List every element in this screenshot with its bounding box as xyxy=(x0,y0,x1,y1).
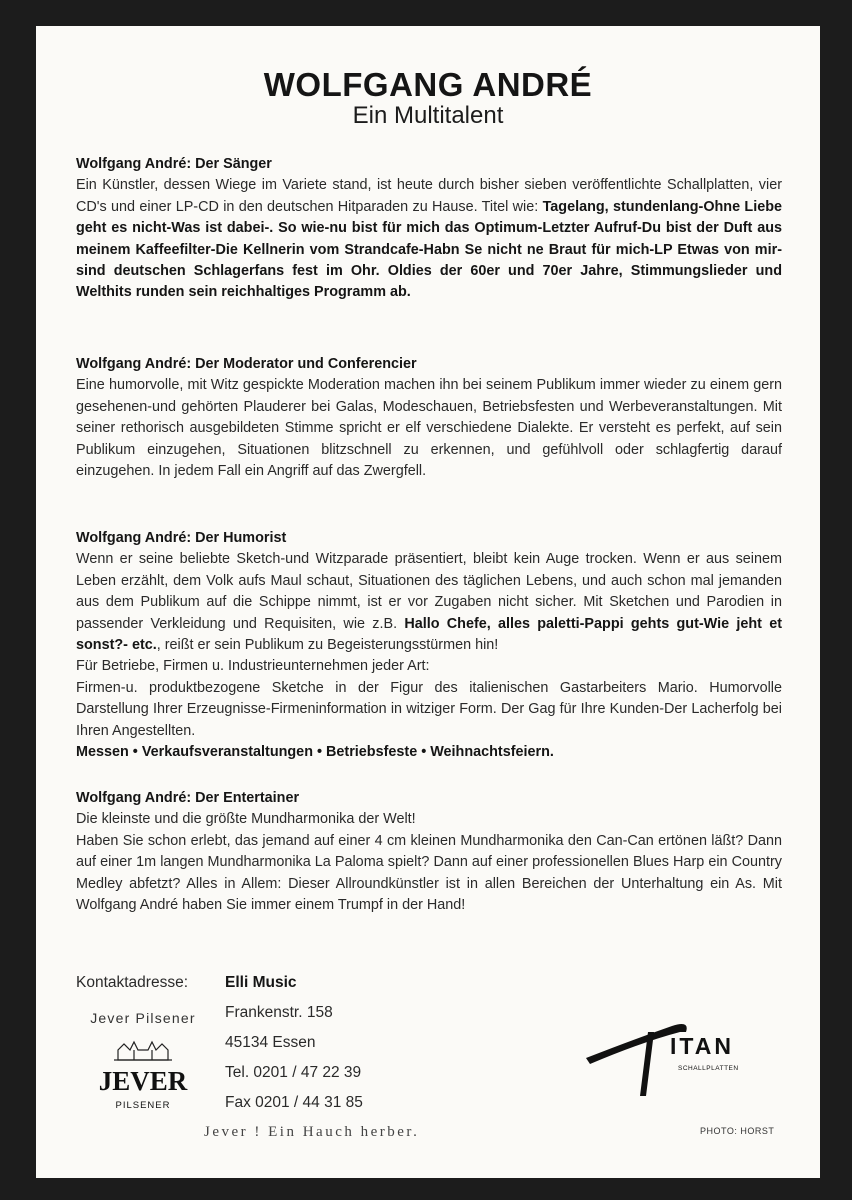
section-heading: Wolfgang André: Der Sänger xyxy=(76,156,272,172)
section-body xyxy=(76,175,782,303)
contact-fax: Fax 0201 / 44 31 85 xyxy=(225,1094,363,1111)
event-types: Messen • Verkaufsveranstaltungen • Betriebsfeste • Weihnachtsfeiern. xyxy=(76,744,554,761)
section-humorist xyxy=(76,528,782,763)
section-body: Eine humorvolle, mit Witz gespickte Moderation machen ihn bei seinem Publikum immer wieder zu einem gern gesehenen-und gehörten Plauderer bei Galas, Modeschauen, Betriebsfesten und Werbeveranstaltungen. Mit seiner rethorisch ausgebildeten Stimme spricht er elf verschiedene Dialekte. Er versteht es perfekt, auf sein Publikum einzugehen, Situationen blitzschnell zu erkennen, und gefühlvoll oder schlagfertig darauf einzugehen. In jedem Fall ein Angriff auf das Zwergfell. xyxy=(76,377,782,480)
section-heading: Wolfgang André: Der Entertainer xyxy=(76,790,300,806)
section-body xyxy=(76,549,782,656)
label-sub: SCHALLPLATTEN xyxy=(678,1065,739,1072)
body-text: Ein Künstler, dessen Wiege im Variete stand, ist heute durch bisher sieben veröffentlichte Schallplatten, vier CD's und einer LP-CD in den deutschen Hitparaden zu Hause. Titel wie: xyxy=(76,177,782,215)
body-text: Wenn er seine beliebte Sketch-und Witzparade präsentiert, bleibt kein Auge trocken. Wenn er aus seinem Leben erzählt, dem Volk aufs Maul schaut, Situationen des täglichen Lebens, und auch schon mal jemanden aus dem Publikum auf die Schippe nimmt, ist er vor Zugaben nicht sicher. Mit Sketchen und Parodien in passender Verkleidung und Requisiten, wie z.B. xyxy=(76,551,782,632)
sponsor-slogan: Jever ! Ein Hauch herber. xyxy=(204,1124,420,1140)
logo-sub: PILSENER xyxy=(115,1100,171,1111)
section-line: Firmen-u. produktbezogene Sketche in der Figur des italienischen Gastarbeiters Mario. Humorvolle Darstellung Ihrer Erzeugnisse-Firmeninformation in witziger Form. Der Gag für Ihre Kunden-Der Lacherfolg bei Ihren Angestellten. xyxy=(76,679,782,739)
photo-credit: PHOTO: HORST xyxy=(700,1126,775,1136)
section-line: Die kleinste und die größte Mundharmonika der Welt! xyxy=(76,811,416,828)
section-saenger xyxy=(76,154,782,304)
section-line: Für Betriebe, Firmen u. Industrieunternehmen jeder Art: xyxy=(76,658,430,675)
page-subtitle: Ein Multitalent xyxy=(352,102,504,129)
flyer-card xyxy=(36,26,820,1178)
contact-phone: Tel. 0201 / 47 22 39 xyxy=(225,1064,362,1081)
section-body: Haben Sie schon erlebt, das jemand auf einer 4 cm kleinen Mundharmonika den Can-Can ertönen läßt? Dann auf einer 1m langen Mundharmonika La Paloma spielt? Dann auf einer professionellen Blues Harp ein Country Medley abfetzt? Alles in Allem: Dieser Allroundkünstler ist in allen Bereichen der Unterhaltung ein As. Mit Wolfgang André haben Sie immer einem Trumpf in der Hand! xyxy=(76,832,782,914)
label-name: ITAN xyxy=(670,1033,734,1059)
jever-logo xyxy=(90,1030,196,1118)
section-heading: Wolfgang André: Der Humorist xyxy=(76,530,287,546)
contact-street: Frankenstr. 158 xyxy=(225,1004,333,1021)
contact-name: Elli Music xyxy=(225,974,297,991)
page-title: WOLFGANG ANDRÉ xyxy=(263,66,593,103)
sponsor-name: Jever Pilsener xyxy=(90,1010,196,1026)
section-heading: Wolfgang André: Der Moderator und Conferencier xyxy=(76,356,417,372)
section-entertainer xyxy=(76,788,782,916)
section-moderator xyxy=(76,354,782,482)
contact-label: Kontaktadresse: xyxy=(76,974,189,991)
sketch-titles: Hallo Chefe, alles paletti-Pappi gehts gut-Wie jeht et sonst?- etc. xyxy=(76,615,783,654)
body-text: , reißt er sein Publikum zu Begeisterungsstürmen hin! xyxy=(156,637,499,654)
titan-logo xyxy=(582,998,762,1098)
song-titles: Tagelang, stundenlang-Ohne Liebe geht es nicht-Was ist dabei-. So wie-nu bist für mich das Optimum-Letzter Aufruf-Du bist der Duft aus meinem Kaffeefilter-Die Kellnerin vom Strandcafe-Habn Se nicht ne Braut für mich-LP Etwas von mir- sind deutschen Schlagerfans fest im Ohr. Oldies der 60er und 70er Jahre, Stimmungslieder und Welthits runden sein reichhaltiges Programm ab. xyxy=(76,198,782,301)
logo-word: JEVER xyxy=(98,1066,188,1096)
contact-city: 45134 Essen xyxy=(225,1034,316,1051)
